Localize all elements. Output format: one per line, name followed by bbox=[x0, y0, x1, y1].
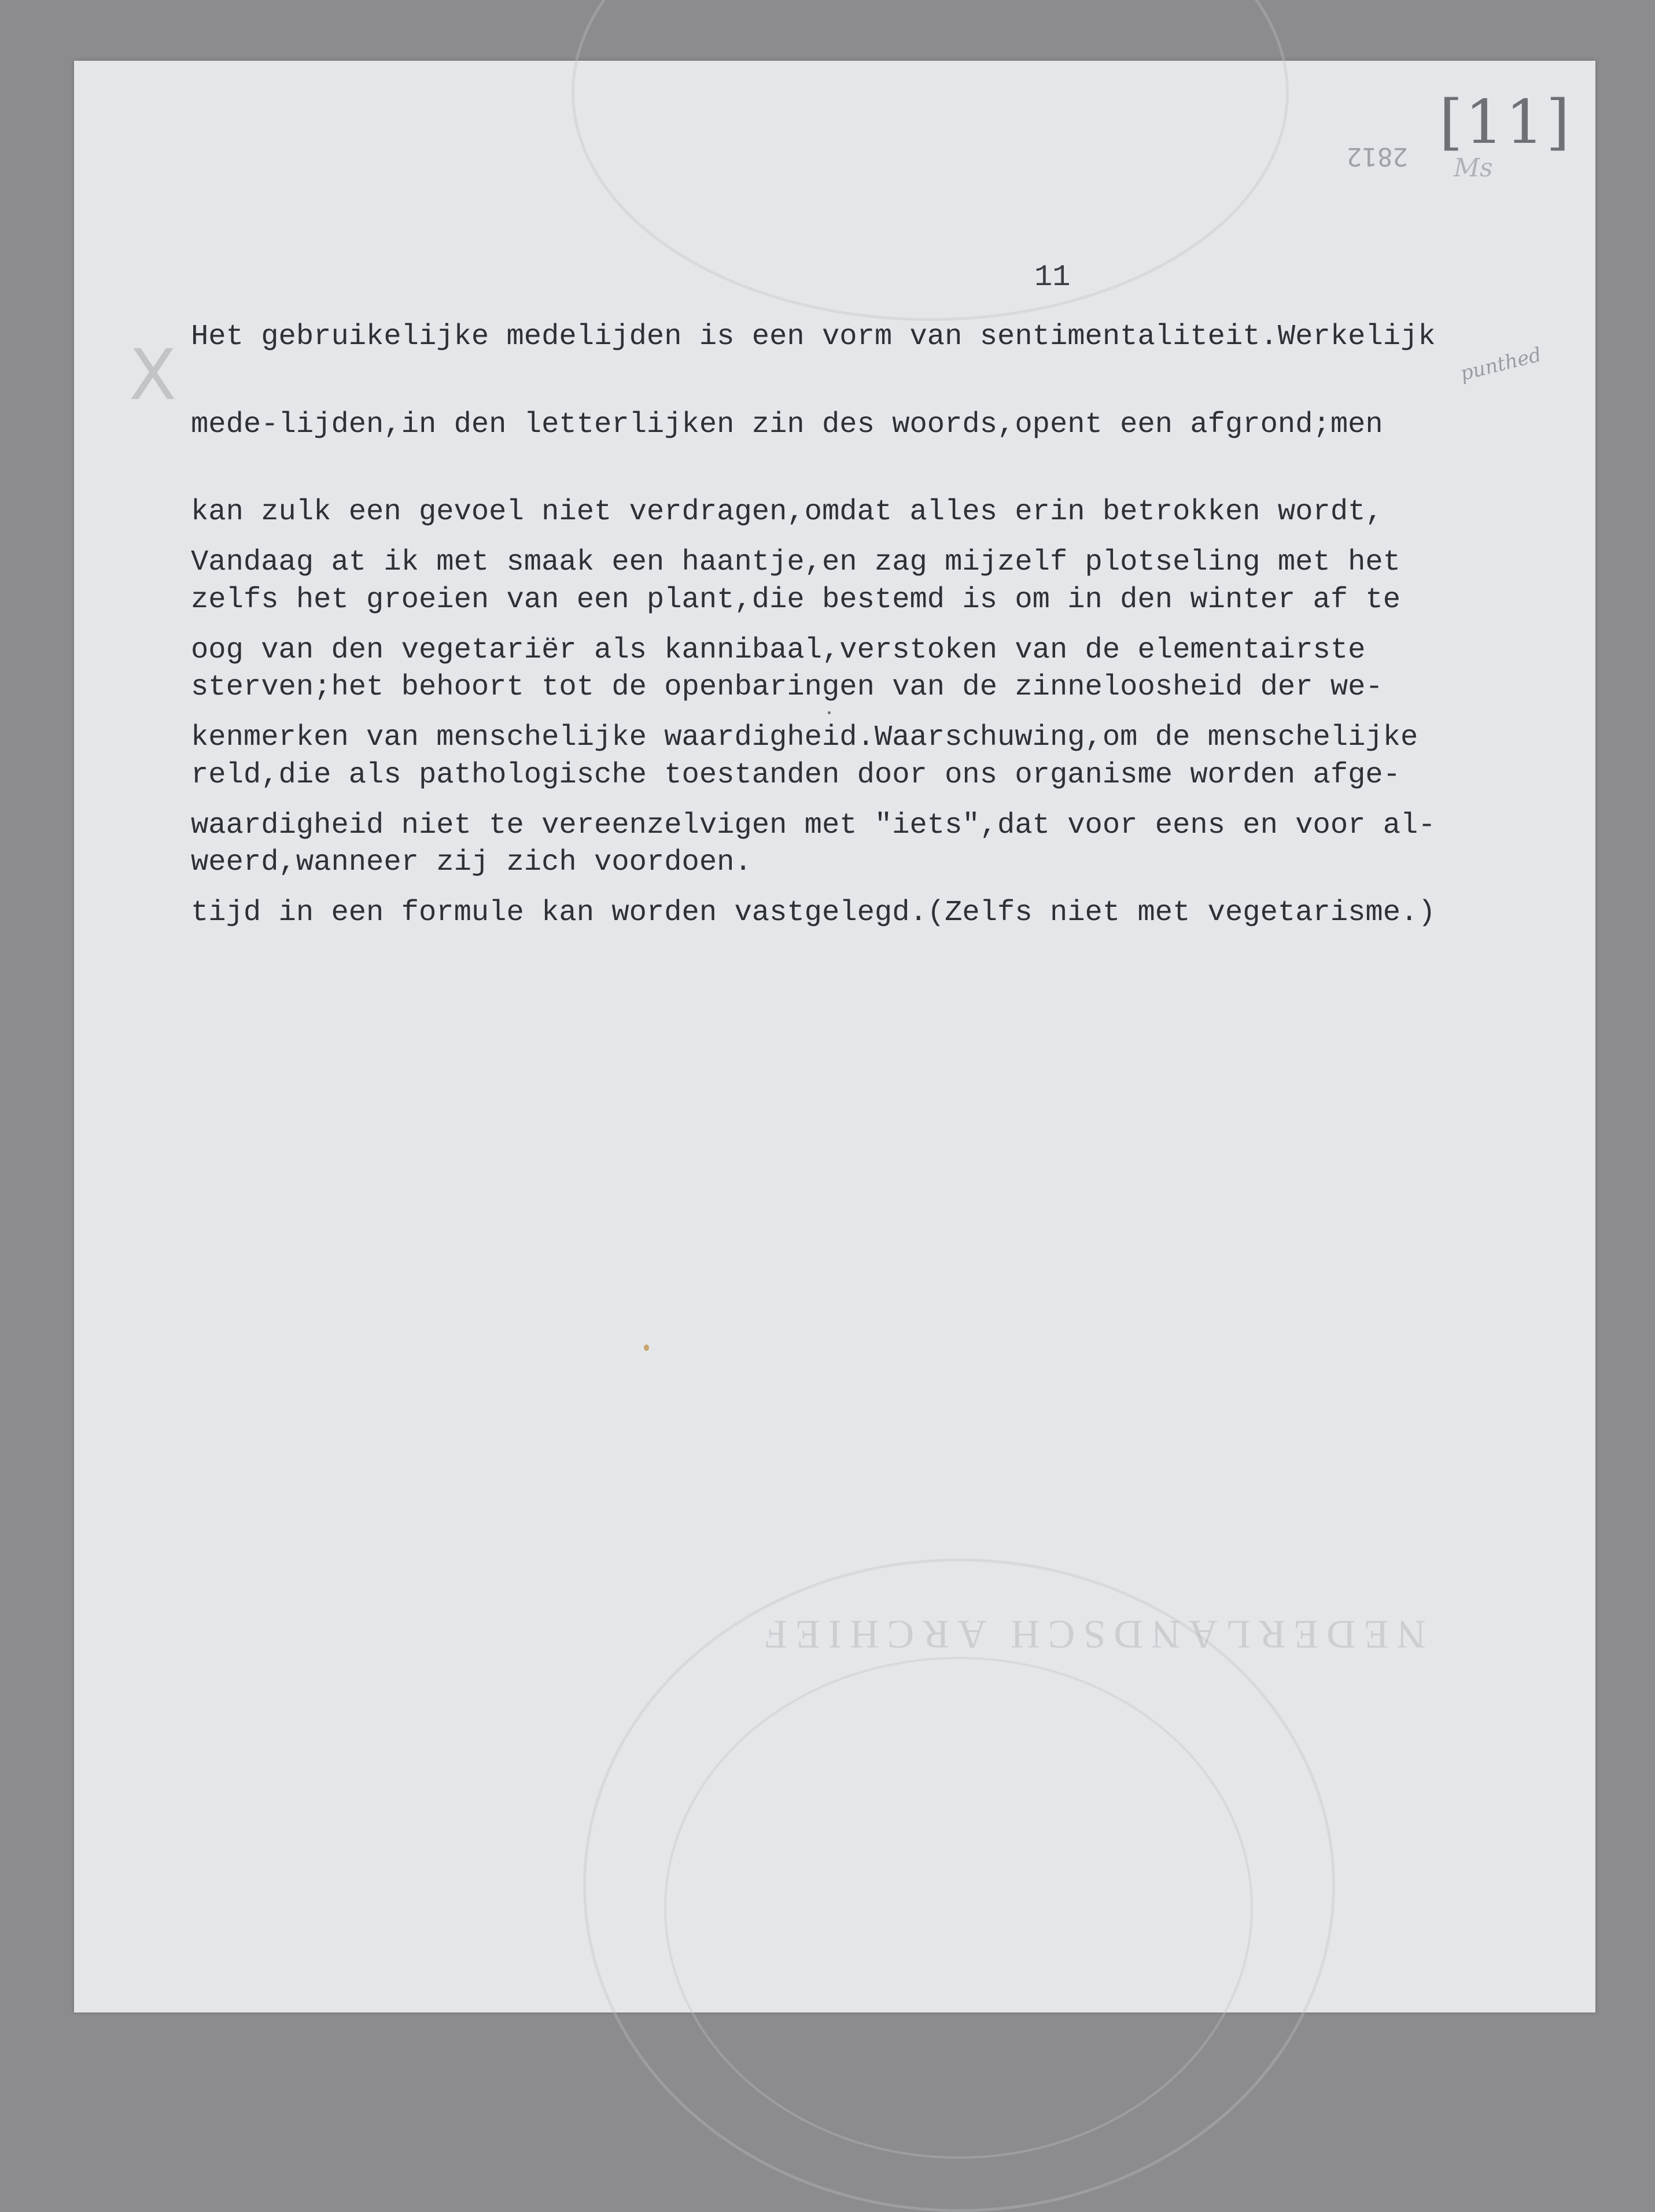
archive-stamp-bottom-inner-ring bbox=[664, 1657, 1253, 2159]
document-page bbox=[74, 61, 1595, 2012]
ink-speck bbox=[828, 711, 831, 714]
text-line: kenmerken van menschelijke waardigheid.Waarschuwing,om de menschelijke bbox=[191, 721, 1418, 754]
handwritten-initials: Ms bbox=[1454, 153, 1493, 183]
text-line: sterven;het behoort tot de openbaringen van de zinneloosheid der we- bbox=[191, 671, 1383, 704]
text-line: weerd,wanneer zij zich voordoen. bbox=[191, 846, 752, 879]
text-line: reld,die als pathologische toestanden door ons organisme worden afge- bbox=[191, 758, 1401, 792]
margin-cross-mark: X bbox=[129, 335, 177, 416]
text-line: tijd in een formule kan worden vastgelegd.(Zelfs niet met vegetarisme.) bbox=[191, 896, 1436, 929]
archive-number: 2812 bbox=[1347, 142, 1408, 171]
margin-annotation: punthed bbox=[1458, 343, 1544, 386]
text-line: oog van den vegetariër als kannibaal,verstoken van de elementairste bbox=[191, 633, 1366, 667]
text-line: mede-lijden,in den letterlijken zin des woords,opent een afgrond;men bbox=[191, 408, 1383, 441]
text-line: waardigheid niet te vereenzelvigen met "iets",dat voor eens en voor al- bbox=[191, 808, 1436, 842]
archive-stamp-text: NEDERLANDSCH ARCHIEF bbox=[757, 1612, 1427, 1656]
text-line: Vandaag at ik met smaak een haantje,en zag mijzelf plotseling met het bbox=[191, 546, 1401, 579]
page-number: 11 bbox=[1034, 260, 1071, 294]
handwritten-page-mark: [11] bbox=[1439, 87, 1572, 157]
stain-speck bbox=[644, 1345, 649, 1351]
paragraph-2 bbox=[191, 490, 1436, 987]
text-line: Het gebruikelijke medelijden is een vorm van sentimentaliteit.Werkelijk bbox=[191, 320, 1436, 353]
text-line: kan zulk een gevoel niet verdragen,omdat alles erin betrokken wordt, bbox=[191, 496, 1383, 529]
text-line: zelfs het groeien van een plant,die bestemd is om in den winter af te bbox=[191, 583, 1401, 616]
